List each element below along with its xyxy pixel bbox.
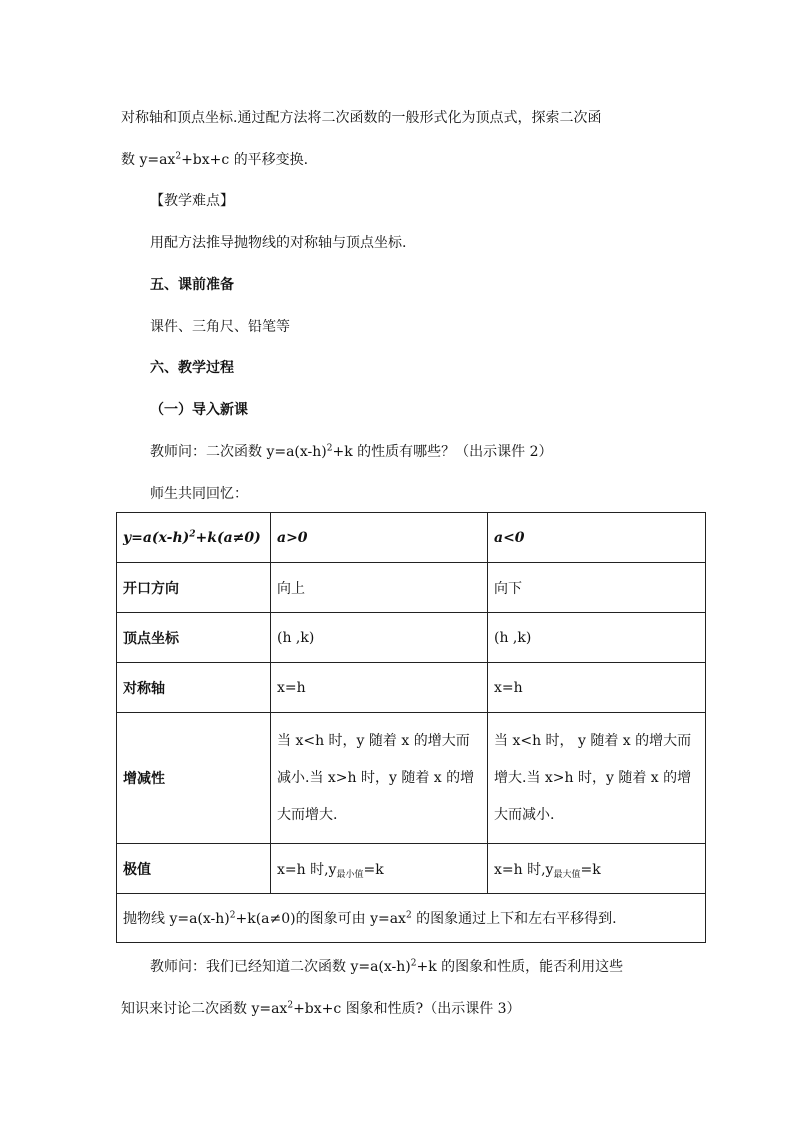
table-header-cell: a>0 bbox=[271, 513, 488, 563]
row-label: 顶点坐标 bbox=[117, 613, 271, 663]
table-cell: (h ,k) bbox=[271, 613, 488, 663]
table-footer-cell: 抛物线 $y=a(x-h)^2+k(a\ne 0)$的图象可由 $y=ax^2$ 的图象通过上下和左右平移得到. bbox=[117, 894, 706, 943]
table-cell: 向上 bbox=[271, 563, 488, 613]
recall-text: 师生共同回忆： bbox=[150, 486, 248, 502]
row-label: 对称轴 bbox=[117, 663, 271, 713]
section-text: 课件、三角尺、铅笔等 bbox=[150, 319, 290, 335]
row-label: 增减性 bbox=[117, 713, 271, 844]
table-cell: 向下 bbox=[488, 563, 706, 613]
subsection-heading: （一）导入新课 bbox=[150, 402, 248, 418]
teacher-question: 教师问：二次函数 $y=a(x-h)^2+k$ 的性质有哪些？（出示课件 2） bbox=[150, 443, 553, 460]
row-label: 极值 bbox=[117, 844, 271, 894]
table-cell: 当 x<h 时，y 随着 x 的增大而减小.当 x>h 时，y 随着 x 的增大而增大. bbox=[271, 713, 488, 844]
section-heading: 六、教学过程 bbox=[150, 360, 234, 376]
table-cell: (h ,k) bbox=[488, 613, 706, 663]
table-row bbox=[117, 713, 706, 844]
table-header-cell: a<0 bbox=[488, 513, 706, 563]
properties-table bbox=[116, 512, 706, 943]
table-row bbox=[117, 844, 706, 894]
table-row bbox=[117, 663, 706, 713]
table-header-row bbox=[117, 513, 706, 563]
table-cell: x=h bbox=[271, 663, 488, 713]
table-row bbox=[117, 563, 706, 613]
difficulty-heading: 【教学难点】 bbox=[150, 193, 234, 209]
table-header-cell: $y=a(x-h)^2+k(a\ne 0)$ bbox=[117, 513, 271, 563]
difficulty-text: 用配方法推导抛物线的对称轴与顶点坐标. bbox=[150, 235, 407, 251]
teacher-question: 知识来讨论二次函数 $y=ax^2+bx+c$ 图象和性质?（出示课件 3） bbox=[121, 1000, 521, 1017]
table-footer-row bbox=[117, 894, 706, 943]
table-row bbox=[117, 613, 706, 663]
table-cell: x=h 时$,y_{最大值}=k$ bbox=[488, 844, 706, 894]
section-heading: 五、课前准备 bbox=[150, 277, 234, 293]
paragraph-line: 数 $y=ax^2+bx+c$ 的平移变换. bbox=[121, 151, 309, 168]
row-label: 开口方向 bbox=[117, 563, 271, 613]
table-cell: x=h 时$,y_{最小值}=k$ bbox=[271, 844, 488, 894]
table-cell: 当 x<h 时， y 随着 x 的增大而增大.当 x>h 时，y 随着 x 的增大而减小. bbox=[488, 713, 706, 844]
teacher-question: 教师问：我们已经知道二次函数 $y=a(x-h)^2+k$ 的图象和性质，能否利用这些 bbox=[150, 958, 624, 975]
paragraph-line: 对称轴和顶点坐标.通过配方法将二次函数的一般形式化为顶点式，探索二次函 bbox=[121, 110, 602, 126]
table-cell: x=h bbox=[488, 663, 706, 713]
